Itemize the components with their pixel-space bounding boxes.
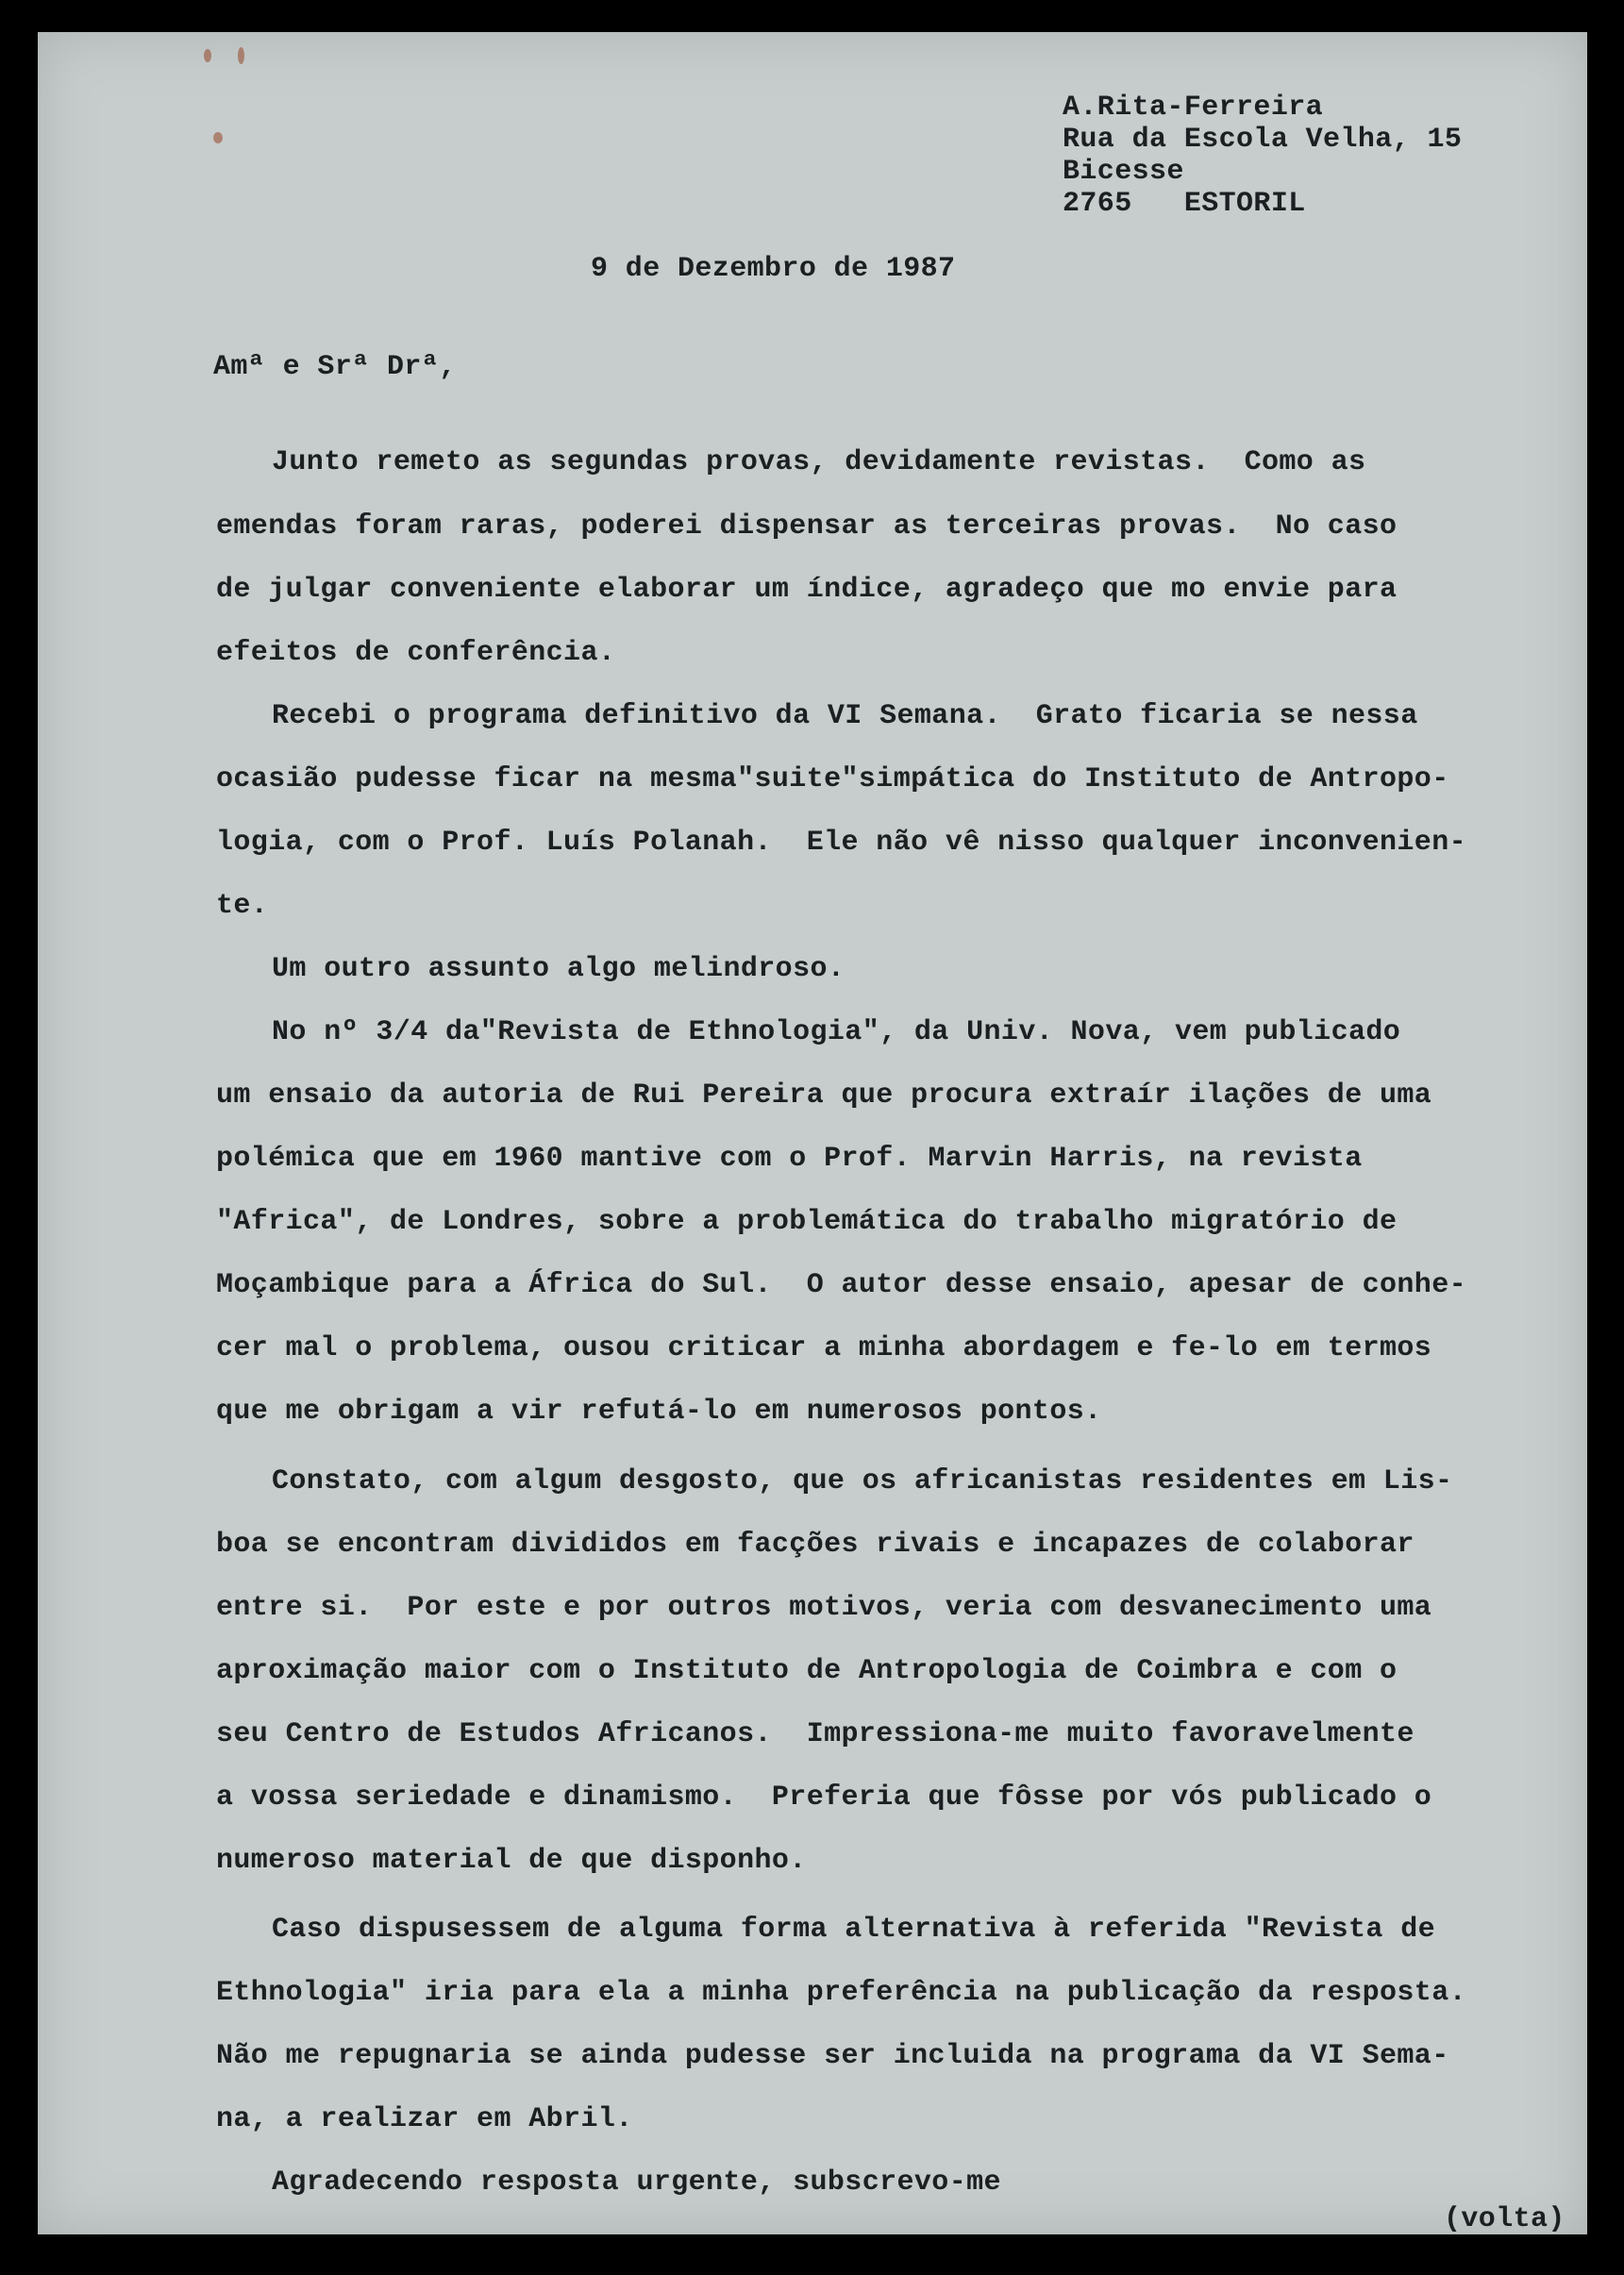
sender-locality: Bicesse <box>1063 156 1184 188</box>
body-line: polémica que em 1960 mantive com o Prof. Marvin Harris, na revista <box>216 1143 1363 1175</box>
body-line: Um outro assunto algo melindroso. <box>272 953 845 985</box>
sender-postal-line: 2765 ESTORIL <box>1063 188 1306 220</box>
body-line: boa se encontram divididos em facções rivais e incapazes de colaborar <box>216 1529 1415 1561</box>
body-line: te. <box>216 890 269 922</box>
body-line: Ethnologia" iria para ela a minha preferência na publicação da resposta. <box>216 1977 1467 2009</box>
letter-date: 9 de Dezembro de 1987 <box>591 253 956 285</box>
body-line: Caso dispusessem de alguma forma alternativa à referida "Revista de <box>272 1914 1435 1946</box>
body-line: numeroso material de que disponho. <box>216 1845 807 1877</box>
body-line: Não me repugnaria se ainda pudesse ser incluida na programa da VI Sema- <box>216 2040 1449 2072</box>
body-line: aproximação maior com o Instituto de Antropologia de Coimbra e com o <box>216 1655 1398 1687</box>
body-line: seu Centro de Estudos Africanos. Impressiona-me muito favoravelmente <box>216 1718 1415 1750</box>
body-line: um ensaio da autoria de Rui Pereira que procura extraír ilações de uma <box>216 1079 1432 1112</box>
body-line: de julgar conveniente elaborar um índice, agradeço que mo envie para <box>216 574 1398 606</box>
sender-name: A.Rita-Ferreira <box>1063 92 1324 124</box>
body-line: cer mal o problema, ousou criticar a minha abordagem e fe-lo em termos <box>216 1332 1432 1364</box>
body-line: Moçambique para a África do Sul. O autor desse ensaio, apesar de conhe- <box>216 1269 1467 1301</box>
sender-street: Rua da Escola Velha, 15 <box>1063 124 1463 156</box>
body-line: No nº 3/4 da"Revista de Ethnologia", da Univ. Nova, vem publicado <box>272 1016 1401 1048</box>
body-line: entre si. Por este e por outros motivos, veria com desvanecimento uma <box>216 1592 1432 1624</box>
body-line: Recebi o programa definitivo da VI Semana. Grato ficaria se nessa <box>272 700 1418 732</box>
rust-mark <box>213 132 223 143</box>
salutation: Amª e Srª Drª, <box>213 351 457 383</box>
body-line: ocasião pudesse ficar na mesma"suite"simpática do Instituto de Antropo- <box>216 763 1449 795</box>
body-line: que me obrigam a vir refutá-lo em numerosos pontos. <box>216 1396 1102 1428</box>
body-line: emendas foram raras, poderei dispensar as terceiras provas. No caso <box>216 510 1398 543</box>
closing-line: Agradecendo resposta urgente, subscrevo-me <box>272 2166 1001 2199</box>
body-line: na, a realizar em Abril. <box>216 2103 633 2135</box>
body-line: "Africa", de Londres, sobre a problemática do trabalho migratório de <box>216 1206 1398 1238</box>
rust-mark <box>204 49 211 62</box>
body-line: logia, com o Prof. Luís Polanah. Ele não vê nisso qualquer inconvenien- <box>216 827 1467 859</box>
body-line: a vossa seriedade e dinamismo. Preferia que fôsse por vós publicado o <box>216 1782 1432 1814</box>
continuation-note: (volta) <box>1444 2203 1565 2235</box>
body-line: efeitos de conferência. <box>216 637 616 669</box>
rust-mark <box>238 47 244 64</box>
body-line: Junto remeto as segundas provas, devidamente revistas. Como as <box>272 446 1366 478</box>
body-line: Constato, com algum desgosto, que os africanistas residentes em Lis- <box>272 1465 1453 1497</box>
